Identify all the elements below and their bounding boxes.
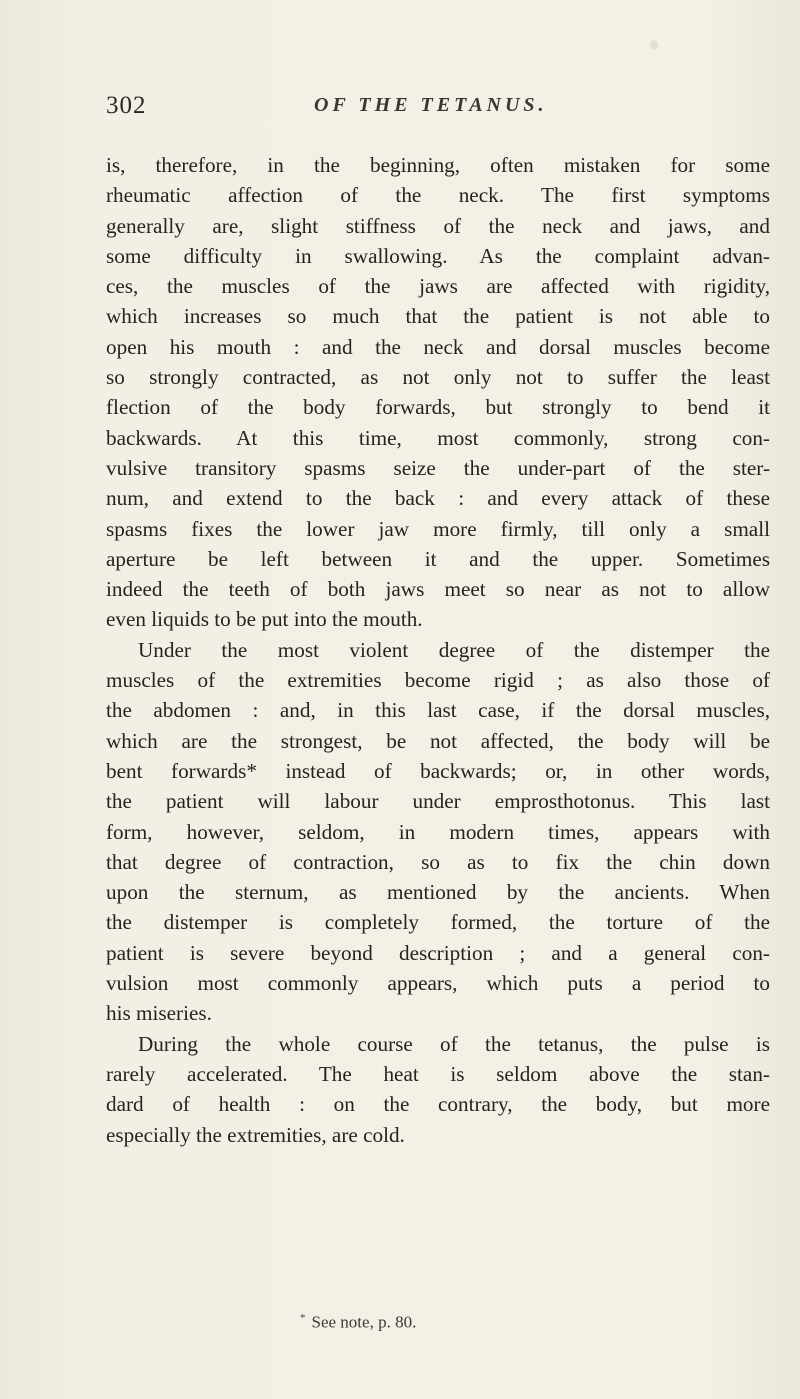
text-line: which increases so much that the patient is not able to [106, 304, 770, 329]
text-line: indeed the teeth of both jaws meet so near as not to allow [106, 577, 770, 602]
text-line: bent forwards* instead of backwards; or, in other words, [106, 758, 770, 783]
page-number: 302 [106, 92, 147, 119]
text-line: the distemper is completely formed, the torture of the [106, 910, 770, 935]
text-line: patient is severe beyond description ; and a general con- [106, 940, 770, 965]
text-line: spasms fixes the lower jaw more firmly, till only a small [106, 516, 770, 541]
text-line: especially the extremities, are cold. [106, 1122, 405, 1147]
text-line: that degree of contraction, so as to fix the chin down [106, 849, 770, 874]
text-line: muscles of the extremities become rigid ; as also those of [106, 668, 770, 693]
footnote [300, 1312, 416, 1333]
text-line: which are the strongest, be not affected, the body will be [106, 728, 770, 753]
text-line: his miseries. [106, 1001, 212, 1026]
footnote-text: See note, p. 80. [311, 1312, 417, 1332]
text-line: rheumatic affection of the neck. The first symptoms [106, 183, 770, 208]
text-line: rarely accelerated. The heat is seldom above the stan- [106, 1061, 770, 1086]
text-line: flection of the body forwards, but strongly to bend it [106, 395, 770, 420]
text-line: the abdomen : and, in this last case, if the dorsal muscles, [106, 698, 770, 723]
text-line: dard of health : on the contrary, the body, but more [106, 1092, 770, 1117]
text-line: During the whole course of the tetanus, the pulse is [138, 1031, 770, 1056]
text-line: Under the most violent degree of the distemper the [138, 637, 770, 662]
body-text [106, 150, 770, 1150]
running-head: OF THE TETANUS. [314, 94, 548, 116]
text-line: form, however, seldom, in modern times, appears with [106, 819, 770, 844]
text-line: num, and extend to the back : and every attack of these [106, 486, 770, 511]
text-line: ces, the muscles of the jaws are affected with rigidity, [106, 274, 770, 299]
page-header [106, 92, 766, 132]
text-line: so strongly contracted, as not only not to suffer the least [106, 365, 770, 390]
text-line: upon the sternum, as mentioned by the ancients. When [106, 880, 770, 905]
text-line: open his mouth : and the neck and dorsal muscles become [106, 334, 770, 359]
text-line: aperture be left between it and the upper. Sometimes [106, 546, 770, 571]
text-line: vulsive transitory spasms seize the under-part of the ster- [106, 455, 770, 480]
text-line: some difficulty in swallowing. As the complaint advan- [106, 243, 770, 268]
text-line: is, therefore, in the beginning, often mistaken for some [106, 153, 770, 177]
paper-blemish [650, 40, 658, 50]
text-line: vulsion most commonly appears, which puts a period to [106, 971, 770, 996]
footnote-mark: * [300, 1312, 306, 1324]
text-line: the patient will labour under emprosthotonus. This last [106, 789, 770, 814]
text-line: backwards. At this time, most commonly, strong con- [106, 425, 770, 450]
text-line: generally are, slight stiffness of the neck and jaws, and [106, 213, 770, 238]
text-line: even liquids to be put into the mouth. [106, 607, 423, 632]
